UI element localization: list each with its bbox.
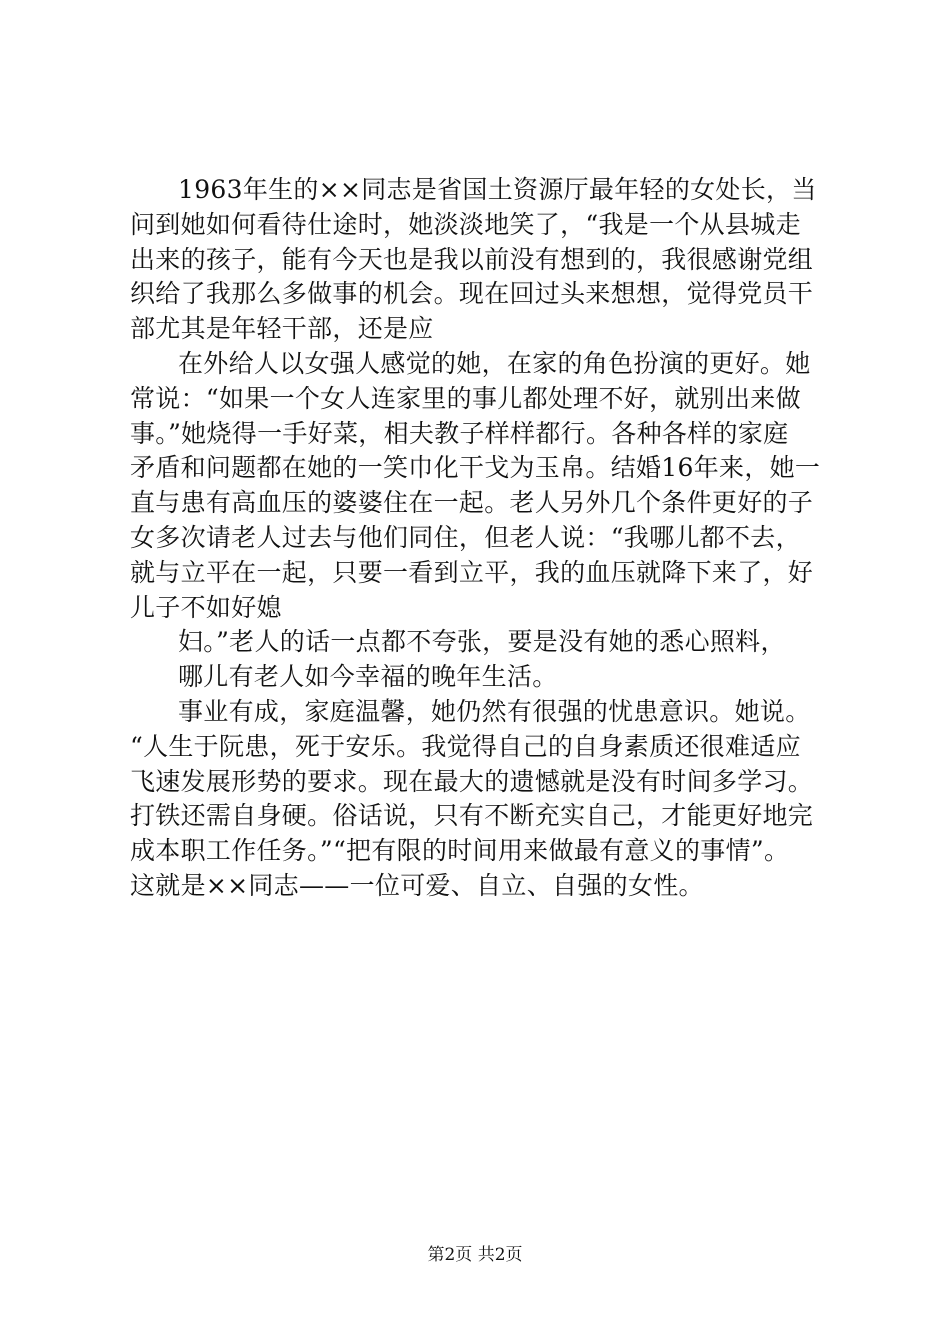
text-line: 事。”她烧得一手好菜，相夫教子样样都行。各种各样的家庭 — [130, 418, 789, 448]
text-line: 就与立平在一起，只要一看到立平，我的血压就降下来了，好 — [130, 557, 814, 587]
text-line: 问到她如何看待仕途时，她淡淡地笑了，“我是一个从县城走 — [130, 209, 801, 239]
text-line: “人生于阮患，死于安乐。我觉得自己的自身素质还很难适应 — [130, 731, 801, 761]
text-line: 女多次请老人过去与他们同住，但老人说：“我哪儿都不去， — [130, 522, 801, 552]
text-line: 成本职工作任务。”“把有限的时间用来做最有意义的事情”。 — [130, 836, 790, 866]
text-line: 在外给人以女强人感觉的她，在家的角色扮演的更好。她 — [178, 348, 811, 378]
text-line: 飞速发展形势的要求。现在最大的遗憾就是没有时间多学习。 — [130, 766, 814, 796]
text-line: 常说：“如果一个女人连家里的事儿都处理不好，就别出来做 — [130, 383, 801, 413]
text-line: 儿子不如好媳 — [130, 592, 282, 622]
text-line: 织给了我那么多做事的机会。现在回过头来想想，觉得党员干 — [130, 279, 814, 309]
text-line: 打铁还需自身硬。俗话说，只有不断充实自己，才能更好地完 — [130, 801, 814, 831]
body-text — [130, 173, 830, 904]
text-line: 这就是××同志——一位可爱、自立、自强的女性。 — [130, 870, 704, 900]
text-line: 部尤其是年轻干部，还是应 — [130, 314, 434, 344]
text-line: 事业有成，家庭温馨，她仍然有很强的忧患意识。她说。 — [178, 696, 811, 726]
text-line: 哪儿有老人如今幸福的晚年生活。 — [178, 662, 558, 692]
text-line: 出来的孩子，能有今天也是我以前没有想到的，我很感谢党组 — [130, 244, 814, 274]
text-line: 妇。”老人的话一点都不夸张，要是没有她的悉心照料， — [178, 627, 786, 657]
text-line: 1963年生的××同志是省国土资源厅最年轻的女处长，当 — [178, 175, 817, 204]
text-line: 直与患有高血压的婆婆住在一起。老人另外几个条件更好的子 — [130, 488, 814, 518]
text-line: 矛盾和问题都在她的一笑巾化干戈为玉帛。结婚16年来，她一 — [130, 453, 821, 483]
page-footer: 第2页 共2页 — [427, 1245, 523, 1265]
